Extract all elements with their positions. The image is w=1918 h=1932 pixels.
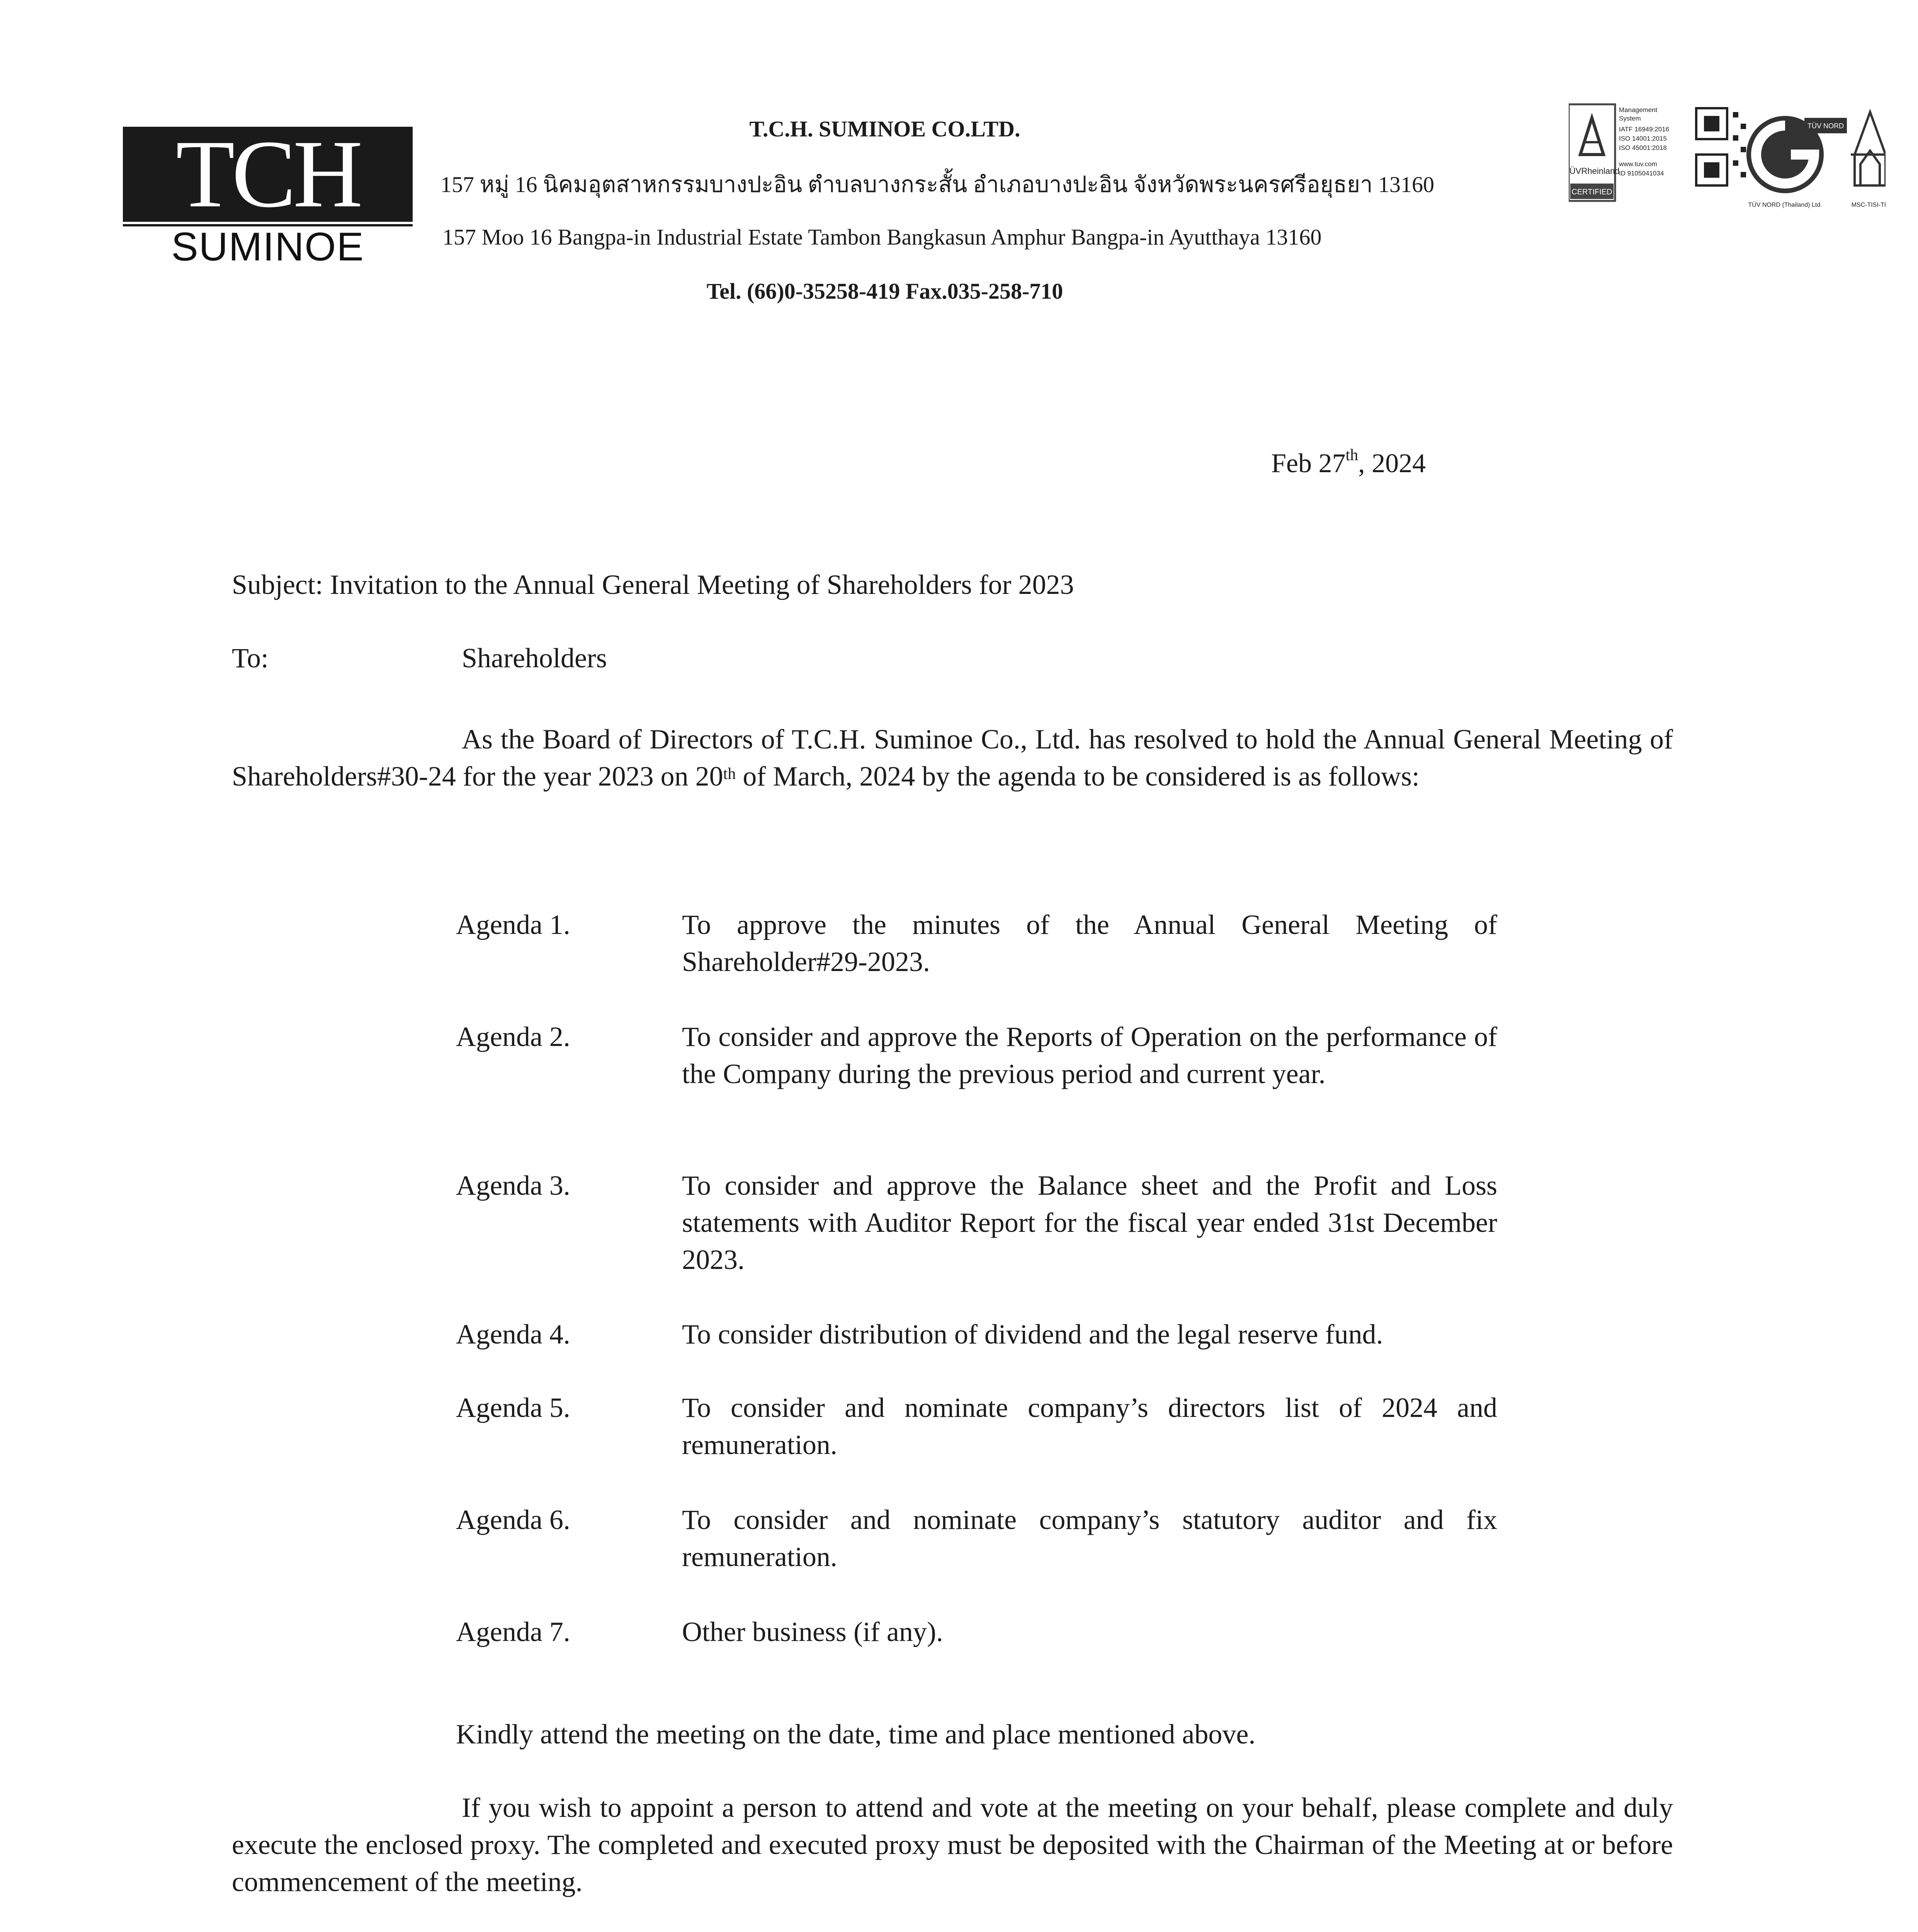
letter-date [1271,448,1426,479]
agenda-text: To consider and nominate company’s statutory auditor and fix remuneration. [682,1504,1497,1572]
address-english: 157 Moo 16 Bangpa-in Industrial Estate Tambon Bangkasun Amphur Bangpa-in Ayutthaya 13160 [442,224,1322,250]
agenda-label: Agenda 3. [456,1170,570,1201]
cert-certified-text: CERTIFIED [1571,188,1612,196]
cert-ms-line: www.tuv.com [1619,160,1657,168]
recipient-value: Shareholders [462,643,607,673]
logo-tch-text: TCH [123,127,413,222]
cert-ms-line: System [1619,115,1641,122]
recipient-label: To: [232,643,269,673]
cert-ms-line: ID 9105041034 [1619,170,1664,177]
company-logo [123,121,413,269]
agenda-label: Agenda 7. [456,1616,570,1647]
agenda-text: To consider and approve the Reports of Operation on the performance of the Company during the previous period and current year. [682,1021,1497,1089]
agenda-label: Agenda 5. [456,1392,570,1423]
cert-ms-line: IATF 16949:2016 [1619,126,1670,133]
intro-text: As the Board of Directors of T.C.H. Suminoe Co., Ltd. has resolved to hold the Annual General Meeting of Shareholders#30-24 for the year 2023 on 20 [232,724,1673,792]
cert-tuv-text: TÜVRheinland [1569,166,1620,176]
proxy-paragraph [232,1789,1673,1900]
date-suffix-sup: th [1345,446,1359,464]
intro-paragraph [232,721,1673,795]
agenda-text: To consider and approve the Balance sheet and the Profit and Loss statements with Auditor Report for the fiscal year ended 31st December 2023. [682,1170,1497,1275]
cert-msc-caption: MSC-TISI-TH [1851,202,1886,208]
certification-logos [1569,97,1886,216]
intro-text-end: of March, 2024 by the agenda to be considered is as follows: [736,761,1420,792]
agenda-text: To consider distribution of dividend and the legal reserve fund. [682,1319,1383,1350]
cert-nord-caption: TÜV NORD (Thailand) Ltd. [1748,202,1822,208]
logo-suminoe-text: SUMINOE [123,224,413,267]
agenda-text: Other business (if any). [682,1616,943,1647]
agenda-text: To approve the minutes of the Annual General Meeting of Shareholder#29-2023. [682,909,1497,977]
agenda-label: Agenda 6. [456,1504,570,1535]
company-name: T.C.H. SUMINOE CO.LTD. [749,116,1020,141]
agenda-label: Agenda 1. [456,909,570,940]
closing-line: Kindly attend the meeting on the date, time and place mentioned above. [456,1719,1256,1750]
agenda-text: To consider and nominate company’s directors list of 2024 and remuneration. [682,1392,1497,1460]
proxy-text: If you wish to appoint a person to attend and vote at the meeting on your behalf, please complete and duly execute the enclosed proxy. The completed and executed proxy must be deposited with the Chairman of the Meeting at or before commencement of the meeting. [232,1792,1673,1897]
cert-ms-line: ISO 45001:2018 [1619,144,1667,151]
cert-nord-label: TÜV NORD [1807,122,1844,130]
contact-line: Tel. (66)0-35258-419 Fax.035-258-710 [706,279,1063,304]
agenda-label: Agenda 4. [456,1319,570,1350]
cert-ms-line: ISO 14001:2015 [1619,135,1667,142]
agenda-label: Agenda 2. [456,1021,570,1052]
date-prefix: Feb 27 [1271,449,1346,478]
address-thai: 157 หมู่ 16 นิคมอุตสาหกรรมบางปะอิน ตำบลบางกระสั้น อำเภอบางปะอิน จังหวัดพระนครศรีอยุธยา 13160 [440,172,1435,197]
intro-sup: th [723,765,736,783]
cert-ms-line: Management [1619,106,1658,114]
certification-marks-graphic [1569,97,1886,216]
date-year: , 2024 [1358,449,1426,478]
letter-subject: Subject: Invitation to the Annual General Meeting of Shareholders for 2023 [232,569,1074,600]
